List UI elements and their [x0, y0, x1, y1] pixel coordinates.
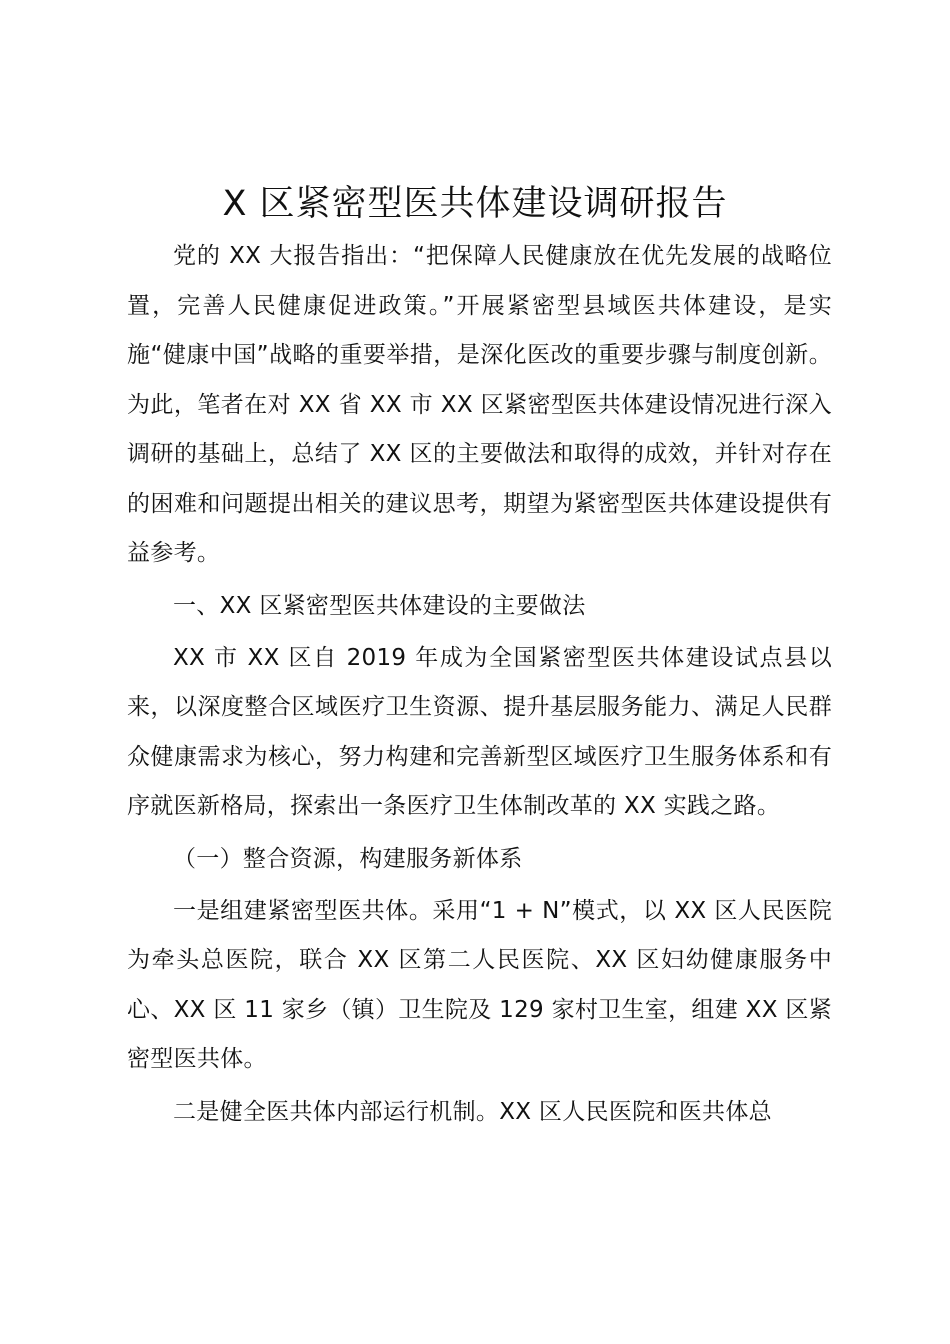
subsection-heading: （一）整合资源，构建服务新体系 [173, 845, 523, 872]
document-title: X 区紧密型医共体建设调研报告 [222, 184, 728, 224]
document-body [127, 232, 832, 1137]
intro-paragraph: 党的 XX 大报告指出：“把保障人民健康放在优先发展的战略位置，完善人民健康促进政策。”开展紧密型县域医共体建设，是实施“健康中国”战略的重要举措，是深化医改的重要步骤与制度创新。为此，笔者在对 XX 省 XX 市 XX 区紧密型医共体建设情况进行深入调研的基础上，总结了 XX 区的主要做法和取得的成效，并针对存在的困难和问题提出相关的建议思考，期望为紧密型医共体建设提供有益参考。 [127, 243, 832, 566]
section-paragraph: XX 市 XX 区自 2019 年成为全国紧密型医共体建设试点县以来，以深度整合区域医疗卫生资源、提升基层服务能力、满足人民群众健康需求为核心，努力构建和完善新型区域医疗卫生服务体系和有序就医新格局，探索出一条医疗卫生体制改革的 XX 实践之路。 [127, 644, 832, 819]
section-heading: 一、XX 区紧密型医共体建设的主要做法 [173, 592, 586, 619]
subsection-paragraph-1: 一是组建紧密型医共体。采用“1 + N”模式，以 XX 区人民医院为牵头总医院，联合 XX 区第二人民医院、XX 区妇幼健康服务中心、XX 区 11 家乡（镇）卫生院及 129 家村卫生室，组建 XX 区紧密型医共体。 [127, 897, 832, 1072]
subsection-paragraph-2: 二是健全医共体内部运行机制。XX 区人民医院和医共体总 [173, 1098, 772, 1125]
